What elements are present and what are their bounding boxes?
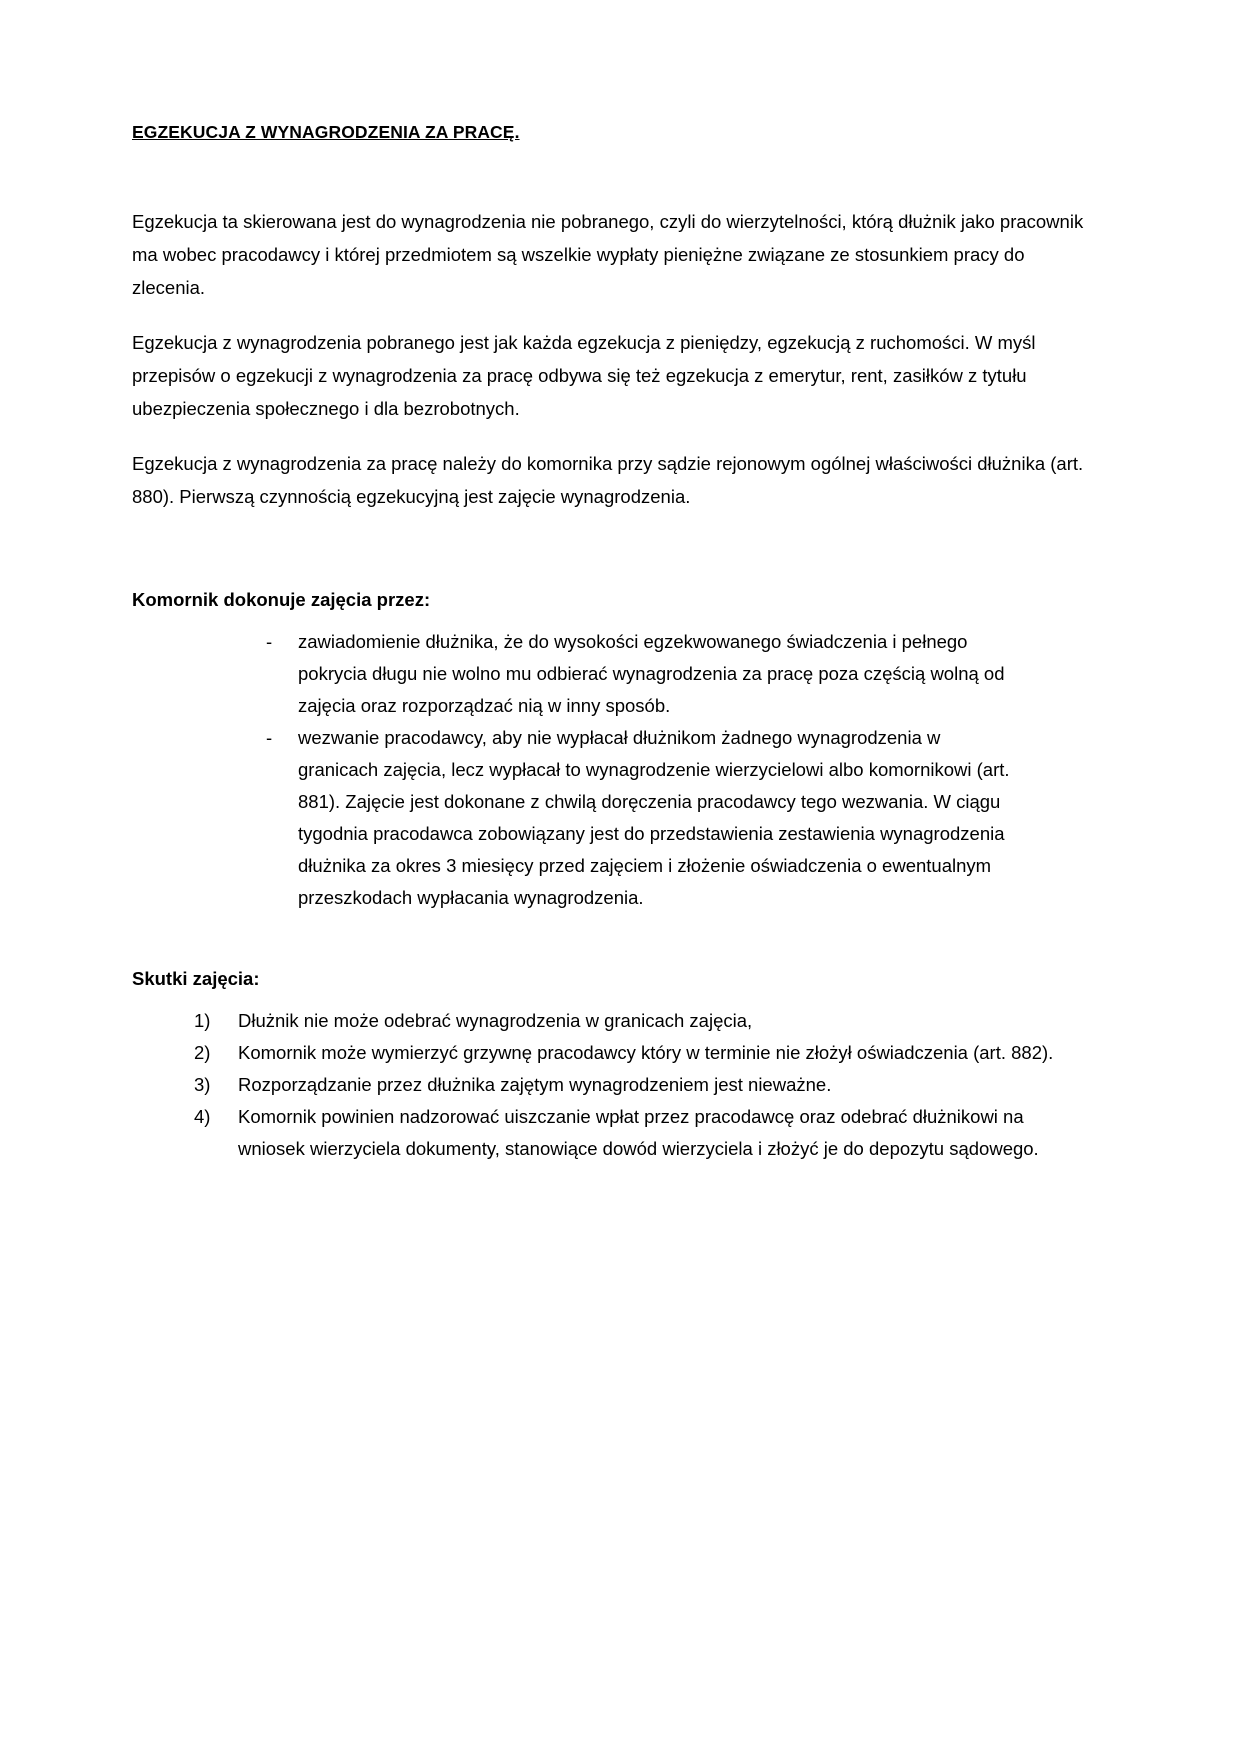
intro-paragraph-1: Egzekucja ta skierowana jest do wynagrodzenia nie pobranego, czyli do wierzytelności, którą dłużnik jako pracownik ma wobec pracodawcy i której przedmiotem są wszelkie wypłaty pieniężne związane ze stosunkiem pracy do zlecenia. [132,211,1084,298]
section-heading-skutki-zajecia: Skutki zajęcia: [132,968,260,989]
list-item: Rozporządzanie przez dłużnika zajętym wynagrodzeniem jest nieważne. [238,1074,832,1095]
list-item: - wezwanie pracodawcy, aby nie wypłacał dłużnikom żadnego wynagrodzenia w granicach zajęcia, lecz wypłacał to wynagrodzenie wierzycielowi albo komornikowi (art. 881). Zajęcie jest dokonane z chwilą doręczenia pracodawcy tego wezwania. W ciągu tygodnia pracodawca zobowiązany jest do przedstawienia zestawienia wynagrodzenia dłużnika za okres 3 miesięcy przed zajęciem i złożenie oświadczenia o ewentualnym przeszkodach wypłacania wynagrodzenia. [266,722,1018,914]
page-title: EGZEKUCJA Z WYNAGRODZENIA ZA PRACĘ. [132,122,520,142]
intro-paragraph-2: Egzekucja z wynagrodzenia pobranego jest jak każda egzekucja z pieniędzy, egzekucją z ruchomości. W myśl przepisów o egzekucji z wynagrodzenia za pracę odbywa się też egzekucja z emerytur, rent, zasiłków z tytułu ubezpieczenia społecznego i dla bezrobotnych. [132,332,1036,419]
intro-paragraph-3: Egzekucja z wynagrodzenia za pracę należy do komornika przy sądzie rejonowym ogólnej właściwości dłużnika (art. 880). Pierwszą czynnością egzekucyjną jest zajęcie wynagrodzenia. [132,453,1084,507]
list-item: Komornik może wymierzyć grzywnę pracodawcy który w terminie nie złożył oświadczenia (art. 882). [238,1042,1054,1063]
section-heading-komornik-dokonuje-zajecia: Komornik dokonuje zajęcia przez: [132,589,431,610]
section-spacer-2 [132,914,1100,962]
skutki-zajecia-list [132,1005,1100,1165]
section-spacer-1 [132,535,1100,583]
list-item: Komornik powinien nadzorować uiszczanie wpłat przez pracodawcę oraz odebrać dłużnikowi na wniosek wierzyciela dokumenty, stanowiące dowód wierzyciela i złożyć je do depozytu sądowego. [238,1106,1039,1159]
list-item: - zawiadomienie dłużnika, że do wysokości egzekwowanego świadczenia i pełnego pokrycia długu nie wolno mu odbierać wynagrodzenia za pracę poza częścią wolną od zajęcia oraz rozporządzać nią w inny sposób. [266,626,1018,722]
list-item: Dłużnik nie może odebrać wynagrodzenia w granicach zajęcia, [238,1010,753,1031]
komornik-actions-list [132,626,1100,914]
